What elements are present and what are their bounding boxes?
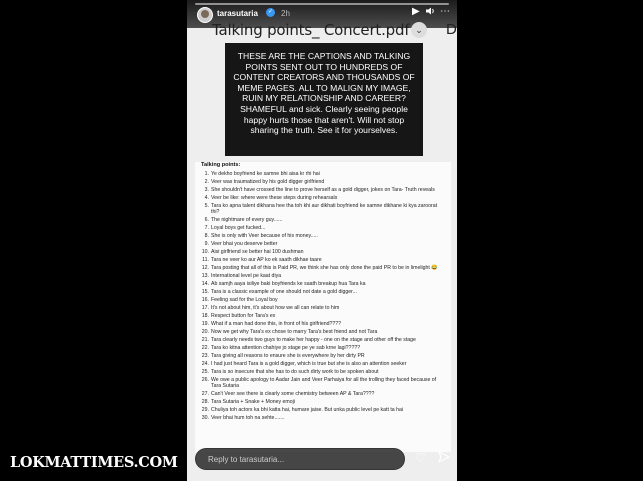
list-item: [199, 203, 445, 215]
next-document-title: D: [446, 21, 457, 38]
list-item: [199, 281, 445, 287]
list-item: [199, 179, 445, 185]
list-item-number: 26.: [201, 376, 209, 383]
list-item-number: 14.: [201, 280, 209, 287]
list-item: [199, 257, 445, 263]
list-item-text: She is only with Veer because of his money.....: [211, 232, 318, 239]
list-item-text: International level pe kaat diya: [211, 272, 282, 279]
avatar[interactable]: [197, 7, 213, 23]
caption-lower: SHAMEFUL and sick. Clearly seeing people happy hurts those that aren't. Will not stop sharing the truth. See it for yourselves.: [240, 103, 408, 136]
list-item-number: 12.: [201, 264, 209, 271]
list-item-number: 18.: [201, 312, 209, 319]
list-item: [199, 249, 445, 255]
list-item-text: Tara is a classic example of one should not date a gold digger...: [211, 288, 357, 295]
list-item: [199, 377, 445, 389]
list-item-text: Veer bhai hum toh na sehte.......: [211, 414, 285, 421]
document-title: Talking points_ Concert.pdf: [212, 21, 410, 39]
reply-placeholder: Reply to tarasutaria...: [208, 455, 285, 464]
list-item-number: 9.: [204, 240, 209, 247]
list-item-number: 11.: [202, 256, 209, 263]
list-item-text: Tara Sutaria + Snake + Money emoji: [211, 398, 295, 405]
list-item: [199, 305, 445, 311]
list-item-text: Tara ko kitna attention chahiye jo stage pe ye sab krne lagi?????: [211, 344, 361, 351]
list-item-number: 2.: [204, 178, 209, 185]
list-item-number: 22.: [201, 344, 209, 351]
story-viewer: [187, 0, 457, 481]
caption-upper: THESE ARE THE CAPTIONS AND TALKING POINTS SENT OUT TO HUNDREDS OF CONTENT CREATORS AND THOUSANDS OF MEME PAGES. ALL TO MALIGN MY IMAGE, RUIN MY RELATIONSHIP AND CAREER?: [233, 51, 415, 104]
list-item: [199, 187, 445, 193]
list-item-text: Feeling sad for the Loyal boy: [211, 296, 278, 303]
chevron-down-icon[interactable]: ⌄: [411, 22, 427, 38]
list-item: [199, 399, 445, 405]
list-item-text: Respect button for Tara's ex: [211, 312, 276, 319]
play-icon[interactable]: ▶: [412, 6, 420, 17]
list-item-text: The nightmare of every guy......: [211, 217, 283, 224]
list-item: [199, 273, 445, 279]
document-page: [195, 162, 451, 452]
list-item: [199, 313, 445, 319]
list-item-text: Tara giving all reasons to ensure she is everywhere by her dirty PR: [211, 352, 365, 359]
list-item: [199, 329, 445, 335]
list-item-number: 6.: [204, 217, 209, 224]
list-item-number: 3.: [204, 186, 209, 193]
talking-points-list: [199, 171, 445, 423]
list-item-text: She shouldn't have crossed the line to prove herself as a gold digger, jokes on Tara- Truth reveals: [211, 186, 435, 193]
list-item-number: 25.: [201, 368, 209, 375]
list-item-number: 21.: [201, 336, 209, 343]
list-item-number: 17.: [201, 304, 209, 311]
list-item-text: Tara is so insecure that she has to do such dirty work to be spoken about: [211, 368, 379, 375]
reply-input[interactable]: [195, 448, 405, 470]
list-item-number: 5.: [204, 202, 209, 209]
list-item: [199, 415, 445, 421]
list-item-number: 20.: [201, 328, 209, 335]
list-item-number: 24.: [201, 360, 209, 367]
more-icon[interactable]: ⋯: [440, 6, 450, 17]
list-item-number: 13.: [201, 272, 209, 279]
list-item-text: Now we get why Tara's ex chose to marry Tara's best friend and not Tara: [211, 328, 378, 335]
list-item: [199, 345, 445, 351]
story-username[interactable]: tarasutaria: [217, 9, 258, 18]
list-item-text: I had just heard Tara is a gold digger, which is true but she is also an attention seeker: [211, 360, 407, 367]
list-item: [199, 321, 445, 327]
list-item-number: 4.: [204, 194, 209, 201]
list-item: [199, 171, 445, 177]
verified-icon: ✓: [267, 9, 274, 15]
list-item-text: Can't Veer see there is clearly some chemistry between AP & Tara????: [211, 390, 375, 397]
list-item-number: 15.: [201, 288, 209, 295]
story-progress-bar: [195, 3, 449, 5]
list-item: [199, 217, 445, 223]
sound-icon[interactable]: [425, 6, 435, 20]
list-item-text: We owe a public apology to Aadar Jain and Veer Parhaiya for all the trolling they faced because of Tara Sutaria: [211, 376, 437, 389]
list-item-text: Aisi girlfriend se better hai 100 dushman: [211, 248, 304, 255]
list-item-number: 7.: [204, 225, 209, 231]
list-item-number: 8.: [204, 232, 209, 239]
watermark-logo: LOKMATTIMES.COM: [10, 454, 178, 471]
caption-overlay: [225, 43, 423, 156]
list-item: [199, 361, 445, 367]
list-item: [199, 225, 445, 231]
list-item-number: 23.: [201, 352, 209, 359]
list-item: [199, 353, 445, 359]
list-item-number: 16.: [201, 296, 209, 303]
list-item: [199, 241, 445, 247]
list-item-text: It's not about him, it's about how we all can relate to him: [211, 304, 340, 311]
list-item-number: 19.: [201, 320, 209, 327]
list-item-text: Ab samjh aaya isiliye baki boyfriends ke saath breakup hua Tara ka: [211, 280, 366, 287]
list-item-text: Veer was traumatized by his gold digger girlfriend: [211, 178, 325, 185]
list-item-text: Tara ne veer ko aur AP ko ek saath dikhae taare: [211, 256, 322, 263]
list-item-text: Ye dekho boyfriend ke samne bhi aisa kr rhi hai: [211, 171, 320, 177]
list-item: [199, 195, 445, 201]
list-item: [199, 233, 445, 239]
list-item: [199, 265, 445, 271]
list-item-text: Loyal boys get fucked...: [211, 225, 266, 231]
list-item: [199, 297, 445, 303]
list-item-text: Veer bhai you deserve better: [211, 240, 278, 247]
list-item-text: Chuliya toh actors ka bhi katta hai, humare jaise. But unka public level pe katt ta hai: [211, 406, 404, 413]
list-item: [199, 369, 445, 375]
list-item-number: 10.: [201, 248, 209, 255]
list-item: [199, 391, 445, 397]
list-item-number: 29.: [201, 406, 209, 413]
list-item: [199, 337, 445, 343]
list-item-number: 27.: [201, 390, 209, 397]
list-item-text: Tara clearly needs two guys to make her happy - one on the stage and other off the stage: [211, 336, 416, 343]
heart-icon[interactable]: ♡: [415, 451, 426, 465]
list-item-text: Veer be like: where were these steps during rehearsals: [211, 194, 338, 201]
list-item-number: 30.: [201, 414, 209, 421]
talking-points-heading: Talking points:: [201, 162, 241, 168]
story-timestamp: 2h: [281, 9, 290, 18]
list-item: [199, 407, 445, 413]
list-item-text: What if a man had done this, in front of his girlfriend????: [211, 320, 342, 327]
list-item-text: Tara ko apna talent dikhana hee tha toh khi aur dikhati boyfriend ke samne dikhane ki kya zaroorat thi?: [211, 202, 438, 216]
send-icon[interactable]: [438, 451, 450, 466]
list-item-number: 28.: [201, 398, 209, 405]
list-item-text: Tara posting that all of this is Paid PR, we think she has only done the paid PR to be in limelight 😂: [211, 264, 438, 271]
list-item-number: 1.: [204, 171, 209, 177]
list-item: [199, 289, 445, 295]
